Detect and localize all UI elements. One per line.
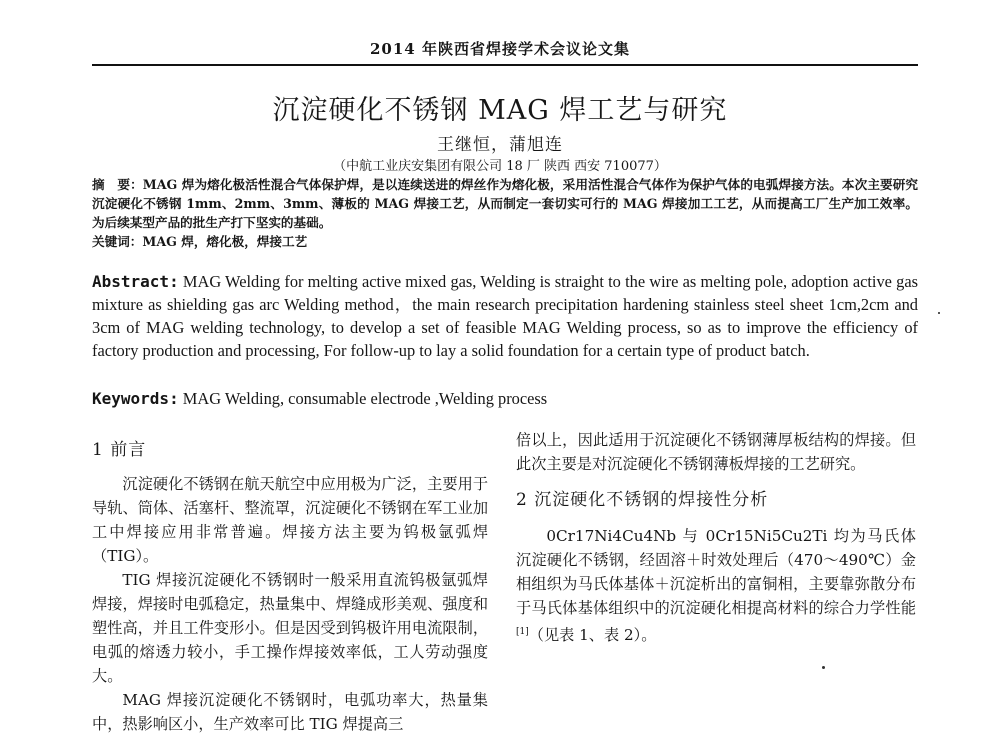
abstract-en-label: Abstract: <box>92 272 179 291</box>
section-1-paragraph-2: TIG 焊接沉淀硬化不锈钢时一般采用直流钨极氩弧焊焊接，焊接时电弧稳定，热量集中、焊缝成形美观、强度和塑性高，并且工件变形小。但是因受到钨极许用电流限制，电弧的熔透力较小，手工操作焊接效率低，工人劳动强度大。 <box>92 571 488 685</box>
keywords-cn-text: MAG 焊，熔化极，焊接工艺 <box>142 234 308 249</box>
header-rule <box>92 64 918 66</box>
abstract-en-text: MAG Welding for melting active mixed gas, Welding is straight to the wire as melting pole, adoption active gas mixture as shielding gas arc Welding method，the main research precipitation hardening stainless steel sheet 1cm,2cm and 3cm of MAG welding technology, to develop a set of feasible MAG Welding process, so as to improve the efficiency of factory production and processing, For follow-up to lay a solid foundation for a certain type of product batch. <box>92 272 918 360</box>
section-2-paragraph-1 <box>516 524 916 647</box>
section-2-heading: 2 沉淀硬化不锈钢的焊接性分析 <box>516 490 769 510</box>
chinese-abstract-block <box>92 175 918 251</box>
section-1-heading: 1 前言 <box>92 440 147 460</box>
abstract-cn <box>92 175 918 232</box>
section-1-paragraph-1: 沉淀硬化不锈钢在航天航空中应用极为广泛，主要用于导轨、筒体、活塞杆、整流罩，沉淀硬化不锈钢在军工业加工中焊接应用非常普遍。焊接方法主要为钨极氩弧焊（TIG）。 <box>92 475 488 565</box>
scan-speck-right <box>938 312 940 314</box>
english-keywords <box>92 387 918 410</box>
section-2-text-tail: （见表 1、表 2）。 <box>528 626 657 645</box>
right-column <box>516 428 916 647</box>
left-column <box>92 438 488 736</box>
keywords-cn <box>92 232 918 251</box>
abstract-cn-text: MAG 焊为熔化极活性混合气体保护焊，是以连续送进的焊丝作为熔化极，采用活性混合气体作为保护气体的电弧焊接方法。本次主要研究沉淀硬化不锈钢 1mm、2mm、3mm、薄板的 MAG 焊接工艺，从而制定一套切实可行的 MAG 焊接加工工艺，从而提高工厂生产加工效率。为后续某型产品的批生产打下坚实的基础。 <box>92 177 919 230</box>
abstract-cn-label: 摘 要： <box>92 177 143 192</box>
keywords-en-label: Keywords: <box>92 389 179 408</box>
citation-1: [1] <box>516 627 529 637</box>
english-abstract <box>92 270 918 362</box>
section-1-continuation: 倍以上，因此适用于沉淀硬化不锈钢薄厚板结构的焊接。但此次主要是对沉淀硬化不锈钢薄板焊接的工艺研究。 <box>516 431 916 473</box>
keywords-cn-label: 关键词： <box>92 234 143 249</box>
proceedings-header: 2014 年陕西省焊接学术会议论文集 <box>370 40 630 58</box>
section-2-text: 0Cr17Ni4Cu4Nb 与 0Cr15Ni5Cu2Ti 均为马氏体沉淀硬化不锈钢，经固溶＋时效处理后（470～490℃）金相组织为马氏体基体＋沉淀析出的富铜相，主要靠弥散分布于马氏体基体组织中的沉淀硬化相提高材料的综合力学性能 <box>516 527 916 617</box>
paper-title: 沉淀硬化不锈钢 MAG 焊工艺与研究 <box>272 95 728 126</box>
paper-authors: 王继恒，蒲旭连 <box>437 135 563 155</box>
keywords-en-text: MAG Welding, consumable electrode ,Welding process <box>178 389 548 408</box>
section-1-paragraph-3: MAG 焊接沉淀硬化不锈钢时，电弧功率大，热量集中，热影响区小，生产效率可比 TIG 焊提高三 <box>92 691 488 733</box>
author-affiliation: （中航工业庆安集团有限公司 18 厂 陕西 西安 710077） <box>333 159 667 174</box>
scan-speck <box>822 666 825 669</box>
